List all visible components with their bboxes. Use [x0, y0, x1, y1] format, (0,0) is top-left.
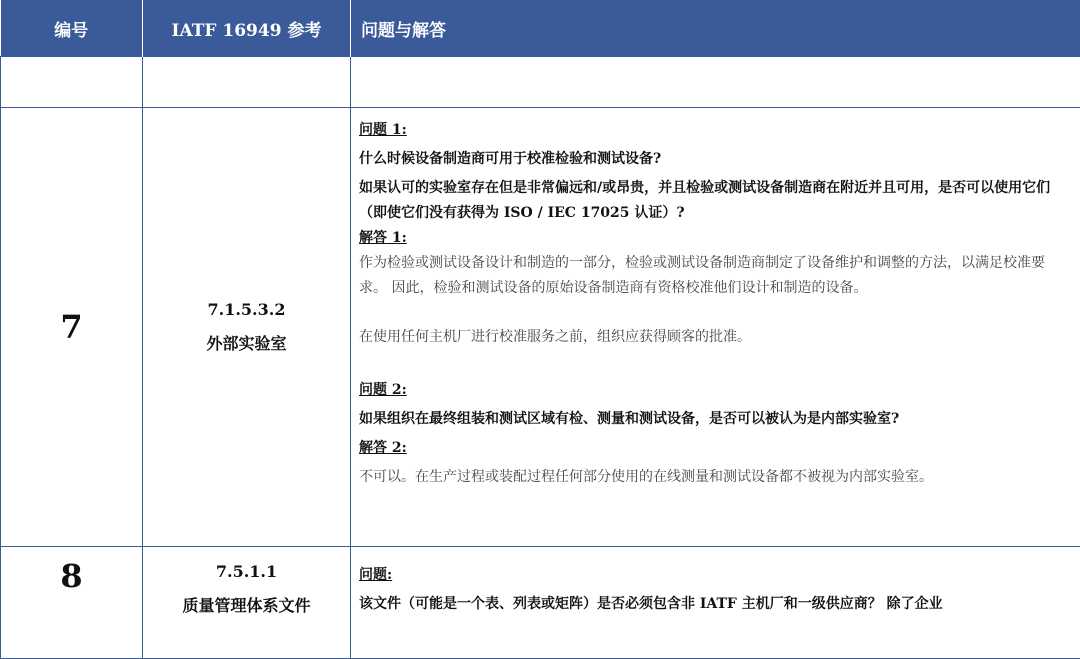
answer-2-text: 不可以。在生产过程或装配过程任何部分使用的在线测量和测试设备都不被视为内部实验室。: [359, 465, 1070, 490]
empty-cell: [351, 57, 1080, 108]
question-label: 问题:: [359, 563, 1070, 588]
reference-cell: [143, 108, 351, 547]
answer-1-text-2: 在使用任何主机厂进行校准服务之前，组织应获得顾客的批准。: [359, 325, 1070, 350]
table-row-empty: [1, 57, 1080, 108]
qa-cell: [351, 547, 1080, 659]
table-row: [1, 108, 1080, 547]
row-number: 7: [1, 108, 143, 547]
empty-cell: [1, 57, 143, 108]
answer-1-label: 解答 1:: [359, 226, 1070, 251]
answer-1-text: 作为检验或测试设备设计和制造的一部分，检验或测试设备制造商制定了设备维护和调整的方法，以满足校准要求。 因此，检验和测试设备的原始设备制造商有资格校准他们设计和制造的设备。: [359, 251, 1070, 301]
reference-title: 质量管理体系文件: [143, 589, 350, 623]
reference-cell: [143, 547, 351, 659]
empty-cell: [143, 57, 351, 108]
reference-title: 外部实验室: [143, 327, 350, 361]
header-qa: 问题与解答: [351, 0, 1080, 57]
header-reference: IATF 16949 参考: [143, 0, 351, 57]
table-row: [1, 547, 1080, 659]
question-2-text: 如果组织在最终组装和测试区域有检、测量和测试设备，是否可以被认为是内部实验室?: [359, 407, 1070, 432]
question-1-text-2: 如果认可的实验室存在但是非常偏远和/或昂贵，并且检验或测试设备制造商在附近并且可用，是否可以使用它们（即使它们没有获得为 ISO / IEC 17025 认证）?: [359, 176, 1070, 226]
row-number: 8: [1, 547, 143, 659]
question-2-label: 问题 2:: [359, 378, 1070, 403]
reference-code: 7.5.1.1: [143, 555, 350, 589]
header-number: 编号: [1, 0, 143, 57]
reference-code: 7.1.5.3.2: [143, 293, 350, 327]
qa-cell: [351, 108, 1080, 547]
answer-2-label: 解答 2:: [359, 436, 1070, 461]
question-1-text: 什么时候设备制造商可用于校准检验和测试设备?: [359, 147, 1070, 172]
table-header-row: [1, 0, 1080, 57]
question-1-label: 问题 1:: [359, 118, 1070, 143]
question-text: 该文件（可能是一个表、列表或矩阵）是否必须包含非 IATF 主机厂和一级供应商？ 除了企业: [359, 592, 1070, 617]
